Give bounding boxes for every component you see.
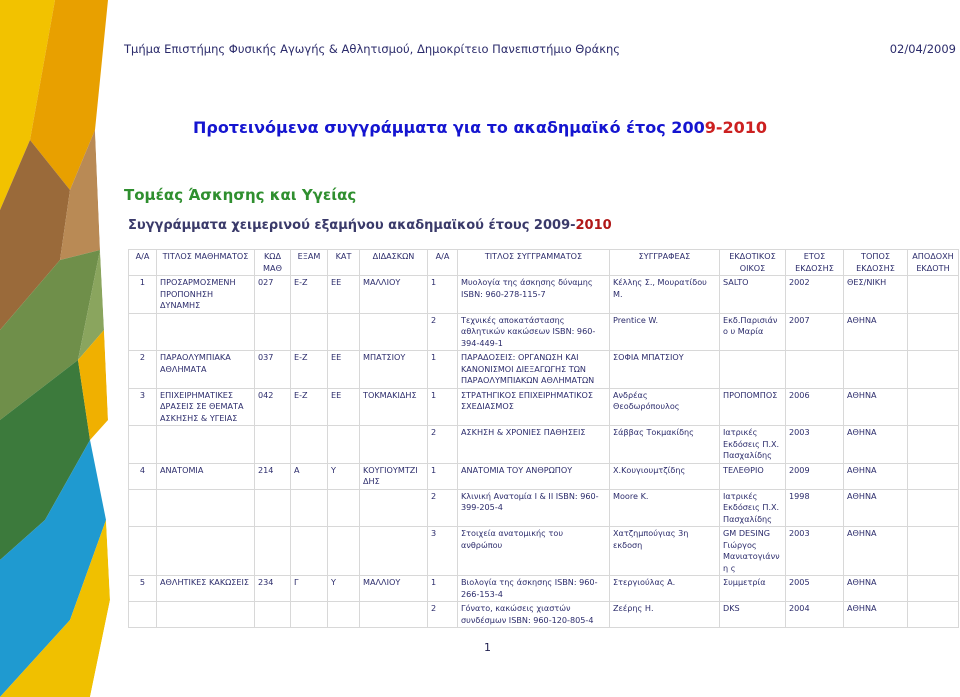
table-cell: ΑΝΑΤΟΜΙΑ bbox=[157, 463, 255, 489]
page-title-main: Προτεινόμενα συγγράμματα για το ακαδημαϊκό έτος 200 bbox=[192, 118, 705, 137]
table-cell: ΑΝΑΤΟΜΙΑ ΤΟΥ ΑΝΘΡΩΠΟΥ bbox=[458, 463, 610, 489]
table-cell bbox=[328, 426, 360, 464]
table-cell: Κλινική Ανατομία Ι & ΙΙ ISBN: 960-399-205-4 bbox=[458, 489, 610, 527]
table-cell: ΣΤΡΑΤΗΓΙΚΟΣ ΕΠΙΧΕΙΡΗΜΑΤΙΚΟΣ ΣΧΕΔΙΑΣΜΟΣ bbox=[458, 388, 610, 426]
table-cell: ΕΠΙΧΕΙΡΗΜΑΤΙΚΕΣ ΔΡΑΣΕΙΣ ΣΕ ΘΕΜΑΤΑ ΑΣΚΗΣΗΣ & ΥΓΕΙΑΣ bbox=[157, 388, 255, 426]
table-cell bbox=[157, 527, 255, 576]
table-cell: 4 bbox=[129, 463, 157, 489]
table-cell: 027 bbox=[255, 276, 291, 314]
table-cell: ΜΑΛΛΙΟΥ bbox=[360, 576, 428, 602]
table-cell: 1 bbox=[428, 276, 458, 314]
table-cell: 1 bbox=[428, 351, 458, 389]
table-cell bbox=[360, 602, 428, 628]
table-cell: 2007 bbox=[786, 313, 844, 351]
col-header: ΣΥΓΓΡΑΦΕΑΣ bbox=[610, 250, 720, 276]
table-cell: Ιατρικές Εκδόσεις Π.Χ. Πασχαλίδης bbox=[720, 426, 786, 464]
table-cell: ΠΑΡΑΟΛΥΜΠΙΑΚΑ ΑΘΛΗΜΑΤΑ bbox=[157, 351, 255, 389]
table-body bbox=[129, 276, 959, 628]
table-cell: 2 bbox=[428, 313, 458, 351]
table-cell: 1998 bbox=[786, 489, 844, 527]
table-cell bbox=[360, 527, 428, 576]
table-cell: 234 bbox=[255, 576, 291, 602]
table-cell bbox=[908, 388, 959, 426]
table-cell bbox=[328, 489, 360, 527]
table-cell bbox=[291, 489, 328, 527]
table-cell: ΑΘΗΝΑ bbox=[844, 388, 908, 426]
table-cell: 2009 bbox=[786, 463, 844, 489]
semester-text: Συγγράμματα χειμερινού εξαμήνου ακαδημαϊκού έτους 2009- bbox=[128, 218, 576, 233]
col-header: ΤΙΤΛΟΣ ΜΑΘΗΜΑΤΟΣ bbox=[157, 250, 255, 276]
table-cell: 042 bbox=[255, 388, 291, 426]
table-cell: DKS bbox=[720, 602, 786, 628]
table-cell: 214 bbox=[255, 463, 291, 489]
table-cell: 2003 bbox=[786, 527, 844, 576]
table-cell: Ε-Ζ bbox=[291, 351, 328, 389]
table-cell: Α bbox=[291, 463, 328, 489]
table-cell: Ζεέρης Η. bbox=[610, 602, 720, 628]
table-cell bbox=[908, 351, 959, 389]
table-cell bbox=[908, 489, 959, 527]
table-cell bbox=[360, 313, 428, 351]
table-cell: ΑΘΗΝΑ bbox=[844, 576, 908, 602]
table-cell: 2 bbox=[428, 426, 458, 464]
table-cell: 2005 bbox=[786, 576, 844, 602]
table-cell bbox=[360, 489, 428, 527]
table-cell: Χ.Κουγιουμτζίδης bbox=[610, 463, 720, 489]
col-header: ΕΚΔΟΤΙΚΟΣ ΟΙΚΟΣ bbox=[720, 250, 786, 276]
table-cell: ΠΡΟΠΟΜΠΟΣ bbox=[720, 388, 786, 426]
col-header: ΚΩΔ ΜΑΘ bbox=[255, 250, 291, 276]
table-cell: 2 bbox=[428, 489, 458, 527]
table-cell: ΣΟΦΙΑ ΜΠΑΤΣΙΟΥ bbox=[610, 351, 720, 389]
table-cell bbox=[157, 489, 255, 527]
table-cell: Στεργιούλας Α. bbox=[610, 576, 720, 602]
table-cell: Ε-Ζ bbox=[291, 276, 328, 314]
table-cell bbox=[255, 489, 291, 527]
table-row bbox=[129, 576, 959, 602]
table-cell: 2003 bbox=[786, 426, 844, 464]
table-cell: Χατζημπούγιας 3η εκδοση bbox=[610, 527, 720, 576]
table-row bbox=[129, 351, 959, 389]
table-cell: ΠΡΟΣΑΡΜΟΣΜΕΝΗ ΠΡΟΠΟΝΗΣΗ ΔΥΝΑΜΗΣ bbox=[157, 276, 255, 314]
table-cell: 2006 bbox=[786, 388, 844, 426]
col-header: ΑΠΟΔΟΧΗ ΕΚΔΟΤΗ bbox=[908, 250, 959, 276]
col-header: ΚΑΤ bbox=[328, 250, 360, 276]
page-number: 1 bbox=[484, 641, 491, 654]
table-cell bbox=[360, 426, 428, 464]
table-cell: Τεχνικές αποκατάστασης αθλητικών κακώσεων ISBN: 960-394-449-1 bbox=[458, 313, 610, 351]
document-date: 02/04/2009 bbox=[889, 42, 956, 56]
table-cell bbox=[908, 276, 959, 314]
col-header: Α/Α bbox=[428, 250, 458, 276]
table-cell bbox=[291, 426, 328, 464]
table-cell: ΑΘΗΝΑ bbox=[844, 602, 908, 628]
table-cell bbox=[157, 426, 255, 464]
table-cell: ΚΟΥΓΙΟΥΜΤΖΙ ΔΗΣ bbox=[360, 463, 428, 489]
table-cell bbox=[908, 426, 959, 464]
col-header: ΤΙΤΛΟΣ ΣΥΓΓΡΑΜΜΑΤΟΣ bbox=[458, 250, 610, 276]
table-cell: ΑΘΛΗΤΙΚΕΣ ΚΑΚΩΣΕΙΣ bbox=[157, 576, 255, 602]
table-cell: 5 bbox=[129, 576, 157, 602]
table-cell: ΤΕΛΕΘΡΙΟ bbox=[720, 463, 786, 489]
table-cell: Μυολογία της άσκησης δύναμης ISBN: 960-278-115-7 bbox=[458, 276, 610, 314]
table-cell: 2002 bbox=[786, 276, 844, 314]
page-title bbox=[0, 118, 960, 137]
table-cell: 2 bbox=[129, 351, 157, 389]
table-cell: 037 bbox=[255, 351, 291, 389]
table-cell: ΜΠΑΤΣΙΟΥ bbox=[360, 351, 428, 389]
table-cell: 1 bbox=[428, 576, 458, 602]
table-cell bbox=[291, 313, 328, 351]
table-cell: ΕΕ bbox=[328, 388, 360, 426]
table-cell: 1 bbox=[428, 463, 458, 489]
table-cell: Ανδρέας Θεοδωρόπουλος bbox=[610, 388, 720, 426]
table-cell: Βιολογία της άσκησης ISBN: 960-266-153-4 bbox=[458, 576, 610, 602]
table-cell: GM DESING Γιώργος Μανιατογιάννη ς bbox=[720, 527, 786, 576]
decorative-side-stripe bbox=[0, 0, 118, 697]
col-header: ΤΟΠΟΣ ΕΚΔΟΣΗΣ bbox=[844, 250, 908, 276]
table-row bbox=[129, 602, 959, 628]
table-cell: Εκδ.Παρισιάνο υ Μαρία bbox=[720, 313, 786, 351]
table-cell bbox=[255, 527, 291, 576]
table-cell: Υ bbox=[328, 463, 360, 489]
table-cell bbox=[328, 602, 360, 628]
table-cell: 2004 bbox=[786, 602, 844, 628]
table-cell: ΕΕ bbox=[328, 276, 360, 314]
table-cell bbox=[291, 527, 328, 576]
table-cell: ΘΕΣ/ΝΙΚΗ bbox=[844, 276, 908, 314]
table-cell bbox=[255, 426, 291, 464]
table-header-row bbox=[129, 250, 959, 276]
table-cell: 1 bbox=[129, 276, 157, 314]
col-header: ΔΙΔΑΣΚΩΝ bbox=[360, 250, 428, 276]
table-row bbox=[129, 463, 959, 489]
table-cell: 3 bbox=[129, 388, 157, 426]
table-cell bbox=[908, 602, 959, 628]
table-cell: Ιατρικές Εκδόσεις Π.Χ. Πασχαλίδης bbox=[720, 489, 786, 527]
col-header: Α/Α bbox=[129, 250, 157, 276]
table-cell: Στοιχεία ανατομικής του ανθρώπου bbox=[458, 527, 610, 576]
page-header bbox=[124, 42, 956, 56]
table-cell: Υ bbox=[328, 576, 360, 602]
page-title-year: 9-2010 bbox=[704, 118, 768, 137]
table-cell bbox=[328, 313, 360, 351]
table-cell: ΑΣΚΗΣΗ & ΧΡΟΝΙΕΣ ΠΑΘΗΣΕΙΣ bbox=[458, 426, 610, 464]
department-heading: Τομέας Άσκησης και Υγείας bbox=[124, 186, 357, 204]
col-header: ΕΞΑΜ bbox=[291, 250, 328, 276]
table-row bbox=[129, 276, 959, 314]
table-cell bbox=[908, 463, 959, 489]
table-cell: ΑΘΗΝΑ bbox=[844, 527, 908, 576]
table-cell: ΑΘΗΝΑ bbox=[844, 426, 908, 464]
table-cell bbox=[328, 527, 360, 576]
table-cell bbox=[129, 426, 157, 464]
table-cell bbox=[786, 351, 844, 389]
table-cell: Moore K. bbox=[610, 489, 720, 527]
table-cell: SALTO bbox=[720, 276, 786, 314]
semester-heading bbox=[128, 218, 612, 233]
table-row bbox=[129, 527, 959, 576]
table-cell bbox=[908, 576, 959, 602]
table-cell bbox=[255, 313, 291, 351]
table-cell bbox=[129, 527, 157, 576]
table-cell: ΑΘΗΝΑ bbox=[844, 489, 908, 527]
table-row bbox=[129, 426, 959, 464]
table-cell: ΕΕ bbox=[328, 351, 360, 389]
table-cell bbox=[157, 313, 255, 351]
table-cell: Γ bbox=[291, 576, 328, 602]
table-cell bbox=[129, 313, 157, 351]
table-row bbox=[129, 313, 959, 351]
textbooks-table bbox=[128, 249, 959, 628]
col-header: ΕΤΟΣ ΕΚΔΟΣΗΣ bbox=[786, 250, 844, 276]
table-cell bbox=[129, 602, 157, 628]
semester-year: 2010 bbox=[575, 218, 612, 233]
table-cell: 1 bbox=[428, 388, 458, 426]
table-cell bbox=[291, 602, 328, 628]
table-cell: Κέλλης Σ., Μουρατίδου Μ. bbox=[610, 276, 720, 314]
table-cell: 2 bbox=[428, 602, 458, 628]
table-cell: Ε-Ζ bbox=[291, 388, 328, 426]
table-row bbox=[129, 388, 959, 426]
table-cell: ΠΑΡΑΔΟΣΕΙΣ: ΟΡΓΑΝΩΣΗ ΚΑΙ ΚΑΝΟΝΙΣΜΟΙ ΔΙΕΞΑΓΩΓΗΣ ΤΩΝ ΠΑΡΑΟΛΥΜΠΙΑΚΩΝ ΑΘΛΗΜΑΤΩΝ bbox=[458, 351, 610, 389]
table-cell: Συμμετρία bbox=[720, 576, 786, 602]
table-cell bbox=[720, 351, 786, 389]
table-cell: 3 bbox=[428, 527, 458, 576]
table-cell: ΑΘΗΝΑ bbox=[844, 313, 908, 351]
table-cell bbox=[255, 602, 291, 628]
institution-name: Τμήμα Επιστήμης Φυσικής Αγωγής & Αθλητισμού, Δημοκρίτειο Πανεπιστήμιο Θράκης bbox=[124, 42, 621, 56]
table-cell bbox=[844, 351, 908, 389]
table-cell bbox=[908, 527, 959, 576]
table-cell: ΜΑΛΛΙΟΥ bbox=[360, 276, 428, 314]
table-cell: Prentice W. bbox=[610, 313, 720, 351]
table-cell bbox=[129, 489, 157, 527]
table-cell bbox=[157, 602, 255, 628]
table-cell: ΑΘΗΝΑ bbox=[844, 463, 908, 489]
table-cell: Σάββας Τοκμακίδης bbox=[610, 426, 720, 464]
table-cell: Γόνατο, κακώσεις χιαστών συνδέσμων ISBN: 960-120-805-4 bbox=[458, 602, 610, 628]
table-cell bbox=[908, 313, 959, 351]
table-row bbox=[129, 489, 959, 527]
table-cell: ΤΟΚΜΑΚΙΔΗΣ bbox=[360, 388, 428, 426]
